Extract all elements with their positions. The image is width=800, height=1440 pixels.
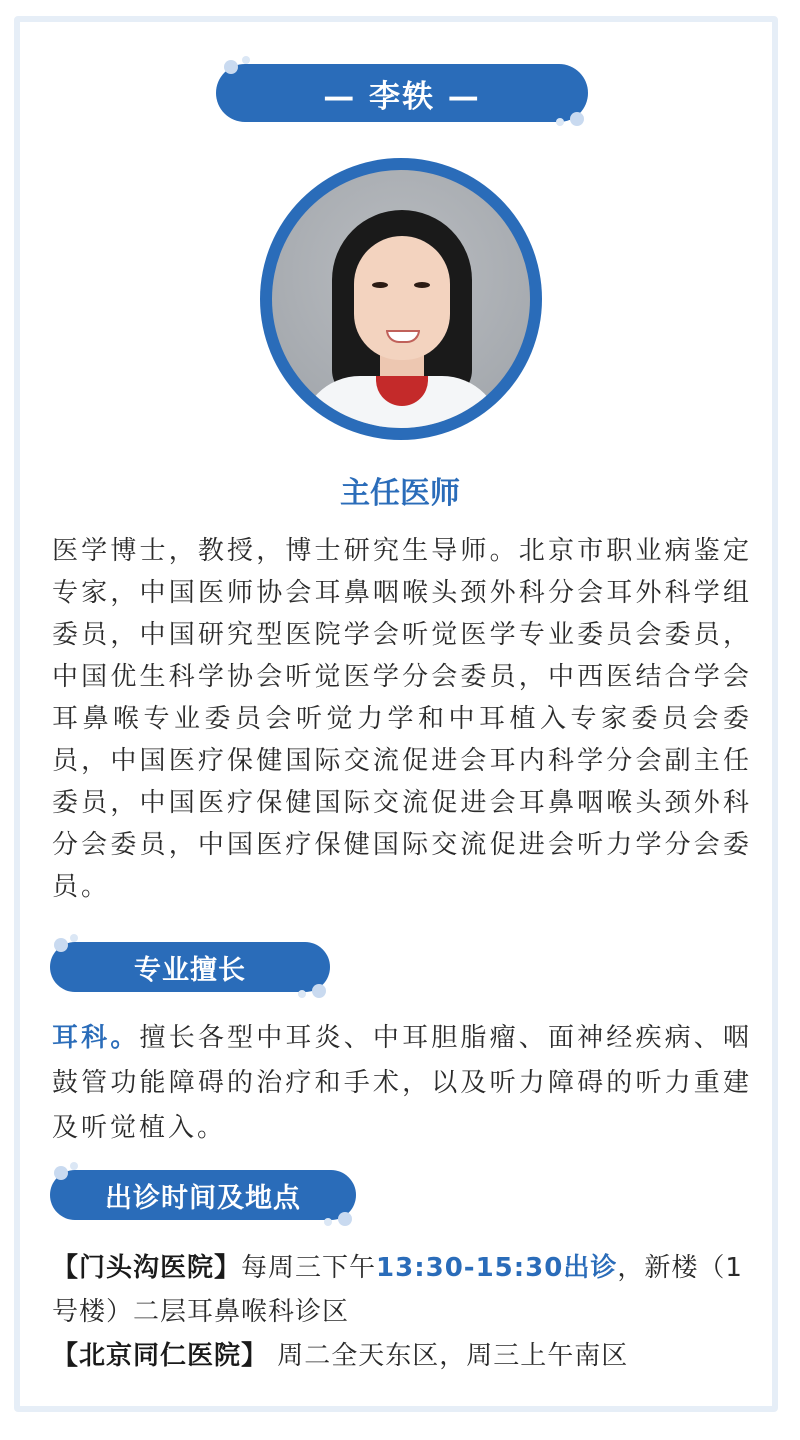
clinic-heading-label: 出诊时间及地点 bbox=[105, 1182, 301, 1214]
decor-dot bbox=[54, 1166, 68, 1180]
clinic-heading bbox=[50, 1170, 356, 1220]
decor-dot bbox=[54, 938, 68, 952]
clinic-schedule-post: ，新楼（1号楼）二层耳鼻喉科诊区 bbox=[52, 1253, 743, 1327]
decor-dot bbox=[224, 60, 238, 74]
expertise-field: 耳科。 bbox=[52, 1023, 140, 1053]
clinic-schedule-pre: 每周三下午 bbox=[241, 1253, 377, 1283]
clinic-entry bbox=[52, 1334, 762, 1378]
clinic-entry bbox=[52, 1246, 762, 1334]
clinic-hospital: 【门头沟医院】 bbox=[52, 1253, 242, 1283]
doctor-title: 主任医师 bbox=[340, 476, 460, 511]
decor-dot bbox=[298, 990, 306, 998]
expertise-heading-label: 专业擅长 bbox=[134, 954, 246, 986]
doctor-name: — 李轶 — bbox=[323, 78, 481, 115]
doctor-bio: 医学博士，教授，博士研究生导师。北京市职业病鉴定专家，中国医师协会耳鼻咽喉头颈外科分会耳外科学组委员，中国研究型医院学会听觉医学专业委员会委员，中国优生科学协会听觉医学分会委员，中西医结合学会耳鼻喉专业委员会听觉力学和中耳植入专家委员会委员，中国医疗保健国际交流促进会耳内科学分会副主任委员，中国医疗保健国际交流促进会耳鼻咽喉头颈外科分会委员，中国医疗保健国际交流促进会听力学分会委员。 bbox=[52, 536, 752, 902]
decor-dot bbox=[70, 934, 78, 942]
clinic-hospital: 【北京同仁医院】 bbox=[52, 1341, 269, 1371]
expertise-description: 擅长各型中耳炎、中耳胆脂瘤、面神经疾病、咽鼓管功能障碍的治疗和手术，以及听力障碍的听力重建及听觉植入。 bbox=[52, 1023, 752, 1143]
expertise-heading bbox=[50, 942, 330, 992]
decor-dot bbox=[70, 1162, 78, 1170]
expertise-text bbox=[52, 1016, 752, 1151]
doctor-name-banner bbox=[216, 64, 588, 122]
clinic-time: 13:30-15:30出诊 bbox=[376, 1253, 618, 1283]
decor-dot bbox=[324, 1218, 332, 1226]
avatar-ring bbox=[260, 158, 542, 440]
doctor-avatar bbox=[272, 170, 530, 428]
decor-dot bbox=[338, 1212, 352, 1226]
clinic-schedule-pre: 周二全天东区，周三上午南区 bbox=[268, 1341, 629, 1371]
decor-dot bbox=[570, 112, 584, 126]
clinic-info bbox=[52, 1246, 762, 1378]
decor-dot bbox=[242, 56, 250, 64]
decor-dot bbox=[312, 984, 326, 998]
decor-dot bbox=[556, 118, 564, 126]
